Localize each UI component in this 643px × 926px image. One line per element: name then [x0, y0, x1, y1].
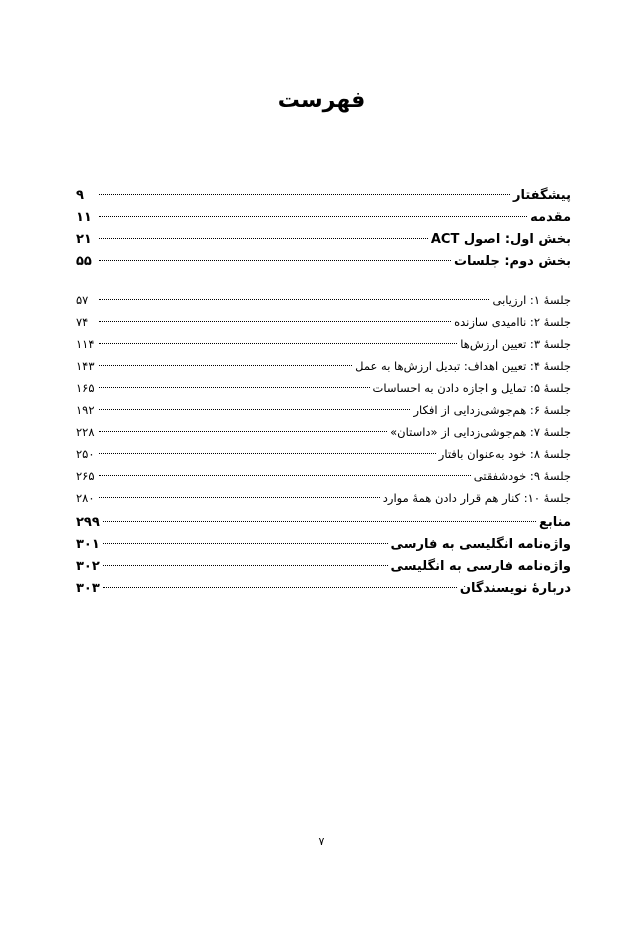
toc-entry-page: ۱۶۵ — [76, 381, 95, 395]
toc-entry[interactable] — [76, 185, 571, 207]
toc-entry-title: دربارهٔ نویسندگان — [459, 581, 571, 596]
toc-entry-page: ۵۷ — [76, 293, 89, 307]
toc-entry-page: ۷۴ — [76, 315, 89, 329]
dot-leader — [99, 343, 457, 344]
toc-back-matter-section — [76, 512, 571, 600]
toc-entry-title: بخش اول: اصول ACT — [430, 232, 571, 247]
toc-entry[interactable] — [76, 556, 571, 578]
toc-entry[interactable] — [76, 355, 571, 377]
toc-entry-title: جلسهٔ ۳: تعیین ارزش‌ها — [460, 337, 571, 351]
toc-entry-page: ۱۱ — [76, 210, 92, 225]
dot-leader — [99, 321, 451, 322]
toc-entry-title: جلسهٔ ۱۰: کنار هم قرار دادن همهٔ موارد — [382, 491, 571, 505]
toc-entry-title: جلسهٔ ۱: ارزیابی — [492, 293, 571, 307]
page-number: ۷ — [318, 835, 325, 848]
toc-entry-title: منابع — [539, 515, 571, 530]
toc-entry-title: جلسهٔ ۶: هم‌جوشی‌زدایی از افکار — [413, 403, 571, 417]
toc-entry[interactable] — [76, 512, 571, 534]
dot-leader — [99, 475, 471, 476]
toc-entry-title: جلسهٔ ۷: هم‌جوشی‌زدایی از «داستان» — [390, 425, 571, 439]
toc-entry-title: بخش دوم: جلسات — [453, 254, 571, 269]
dot-leader — [99, 216, 527, 217]
dot-leader — [103, 565, 388, 566]
toc-entry[interactable] — [76, 578, 571, 600]
toc-entry-page: ۲۶۵ — [76, 469, 95, 483]
toc-entry-page: ۳۰۱ — [76, 537, 100, 552]
toc-entry[interactable] — [76, 333, 571, 355]
toc-entry-page: ۱۴۳ — [76, 359, 95, 373]
dot-leader — [99, 497, 380, 498]
page-title: فهرست — [277, 88, 366, 113]
dot-leader — [99, 194, 510, 195]
toc-entry[interactable] — [76, 377, 571, 399]
toc-entry[interactable] — [76, 443, 571, 465]
toc-entry-page: ۱۹۲ — [76, 403, 95, 417]
toc-entry-page: ۹ — [76, 188, 84, 203]
dot-leader — [99, 365, 352, 366]
toc-entry-title: مقدمه — [530, 210, 571, 225]
toc-entry-title: جلسهٔ ۸: خود به‌عنوان بافتار — [438, 447, 571, 461]
toc-entry-page: ۳۰۲ — [76, 559, 100, 574]
toc-entry[interactable] — [76, 421, 571, 443]
toc-entry-page: ۲۹۹ — [76, 515, 100, 530]
dot-leader — [103, 543, 388, 544]
toc-sessions-section — [76, 289, 571, 509]
dot-leader — [99, 238, 428, 239]
dot-leader — [103, 521, 536, 522]
toc-entry[interactable] — [76, 465, 571, 487]
toc-entry[interactable] — [76, 534, 571, 556]
toc-entry-page: ۲۲۸ — [76, 425, 95, 439]
dot-leader — [99, 409, 410, 410]
toc-entry[interactable] — [76, 289, 571, 311]
dot-leader — [99, 260, 451, 261]
toc-entry-title: پیشگفتار — [512, 188, 571, 203]
dot-leader — [103, 587, 457, 588]
dot-leader — [99, 431, 387, 432]
dot-leader — [99, 387, 370, 388]
toc-entry-page: ۲۵۰ — [76, 447, 95, 461]
toc-entry[interactable] — [76, 251, 571, 273]
dot-leader — [99, 453, 436, 454]
toc-entry-title: جلسهٔ ۴: تعیین اهداف: تبدیل ارزش‌ها به عمل — [355, 359, 571, 373]
toc-entry-title: جلسهٔ ۹: خودشفقتی — [473, 469, 571, 483]
toc-entry[interactable] — [76, 399, 571, 421]
toc-entry-title: جلسهٔ ۵: تمایل و اجازه دادن به احساسات — [372, 381, 571, 395]
toc-entry-title: واژه‌نامه فارسی به انگلیسی — [390, 559, 571, 574]
toc-entry[interactable] — [76, 207, 571, 229]
dot-leader — [99, 299, 489, 300]
toc-entry[interactable] — [76, 311, 571, 333]
toc-entry-page: ۵۵ — [76, 254, 92, 269]
toc-entry-page: ۱۱۴ — [76, 337, 95, 351]
toc-entry-title: واژه‌نامه انگلیسی به فارسی — [390, 537, 571, 552]
toc-entry-page: ۲۱ — [76, 232, 92, 247]
toc-entry-title: جلسهٔ ۲: ناامیدی سازنده — [454, 315, 571, 329]
toc-entry-page: ۲۸۰ — [76, 491, 95, 505]
toc-entry[interactable] — [76, 487, 571, 509]
toc-entry-page: ۳۰۳ — [76, 581, 100, 596]
toc-entry[interactable] — [76, 229, 571, 251]
toc-main-section — [76, 185, 571, 273]
